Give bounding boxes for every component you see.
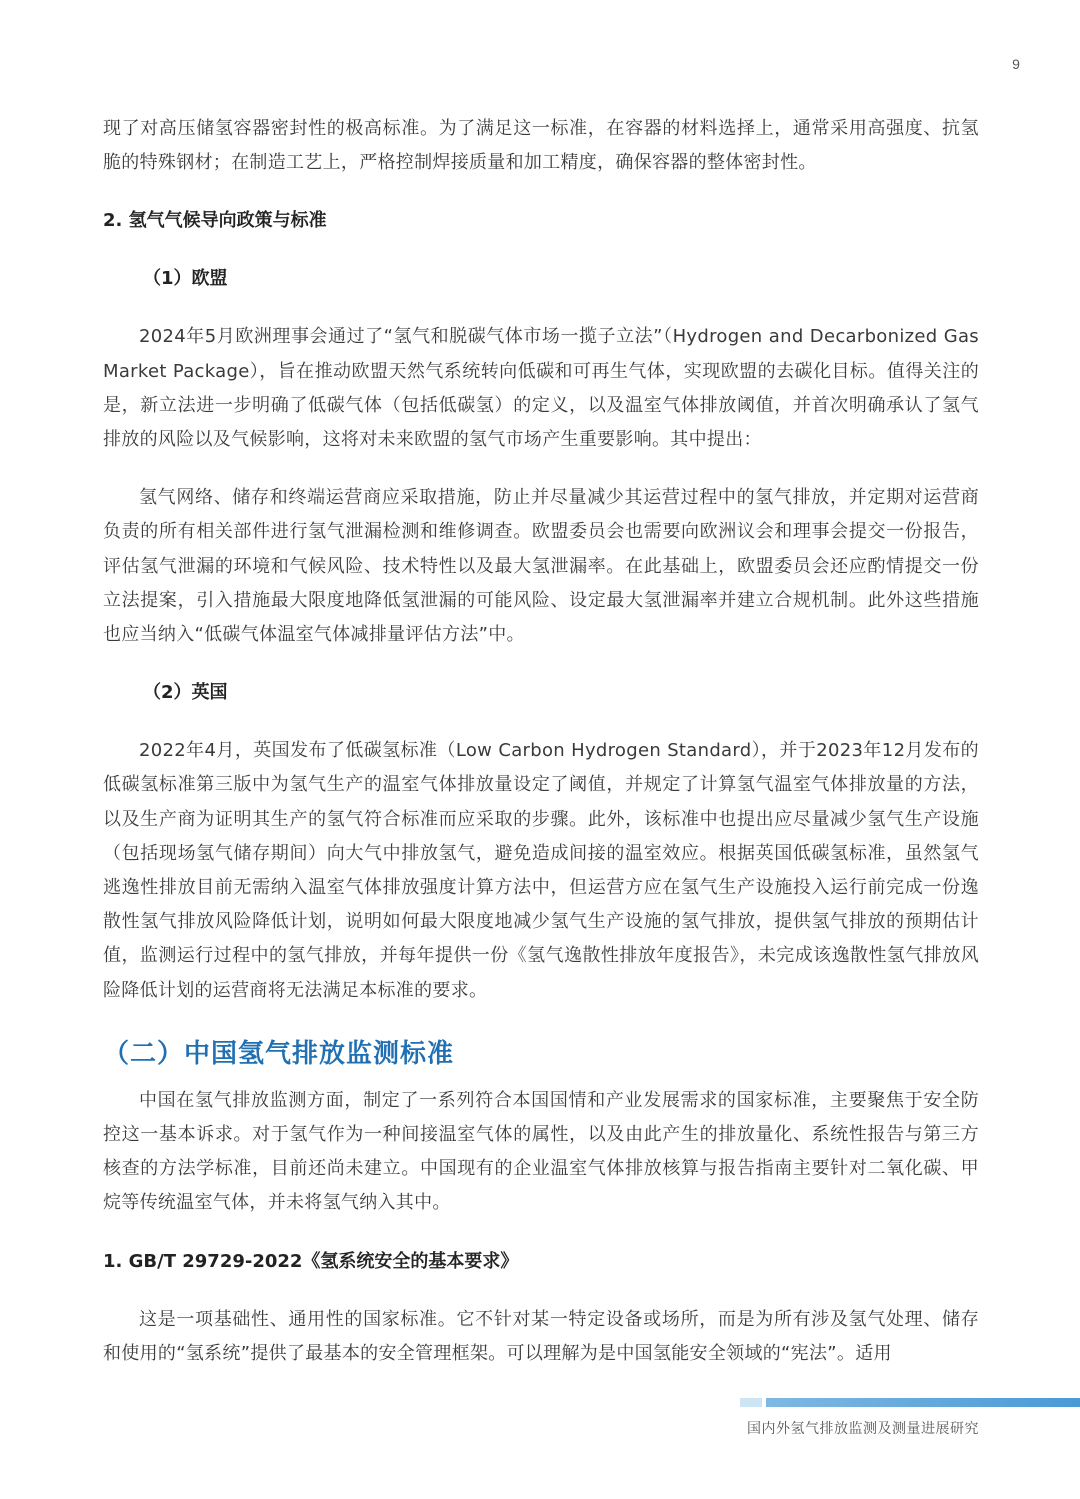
gb-paragraph-1: 这是一项基础性、通用性的国家标准。它不针对某一特定设备或场所，而是为所有涉及氢气处理、储存和使用的“氢系统”提供了最基本的安全管理框架。可以理解为是中国氢能安全领域的“宪法”。适用	[103, 1308, 979, 1364]
intro-paragraph: 现了对高压储氢容器密封性的极高标准。为了满足这一标准，在容器的材料选择上，通常采用高强度、抗氢脆的特殊钢材；在制造工艺上，严格控制焊接质量和加工精度，确保容器的整体密封性。	[103, 118, 979, 174]
china-paragraph-1: 中国在氢气排放监测方面，制定了一系列符合本国国情和产业发展需求的国家标准，主要聚焦于安全防控这一基本诉求。对于氢气作为一种间接温室气体的属性，以及由此产生的排放量化、系统性报告与第三方核查的方法学标准，目前还尚未建立。中国现有的企业温室气体排放核算与报告指南主要针对二氧化碳、甲烷等传统温室气体，并未将氢气纳入其中。	[103, 1089, 979, 1214]
eu-paragraph-2: 氢气网络、储存和终端运营商应采取措施，防止并尽量减少其运营过程中的氢气排放，并定期对运营商负责的所有相关部件进行氢气泄漏检测和维修调查。欧盟委员会也需要向欧洲议会和理事会提交一份报告，评估氢气泄漏的环境和气候风险、技术特性以及最大氢泄漏率。在此基础上，欧盟委员会还应酌情提交一份立法提案，引入措施最大限度地降低氢泄漏的可能风险、设定最大氢泄漏率并建立合规机制。此外这些措施也应当纳入“低碳气体温室气体减排量评估方法”中。	[103, 487, 979, 646]
footer-accent-bar-light	[740, 1398, 762, 1407]
page-number: 9	[1012, 56, 1020, 72]
footer-title: 国内外氢气排放监测及测量进展研究	[747, 1421, 979, 1437]
heading-eu: （1）欧盟	[143, 268, 228, 290]
uk-paragraph-1: 2022年4月，英国发布了低碳氢标准（Low Carbon Hydrogen Standard），并于2023年12月发布的低碳氢标准第三版中为氢气生产的温室气体排放量设定了阈值，并规定了计算氢气温室气体排放量的方法，以及生产商为证明其生产的氢气符合标准而应采取的步骤。此外，该标准中也提出应尽量减少氢气生产设施（包括现场氢气储存期间）向大气中排放氢气，避免造成间接的温室效应。根据英国低碳氢标准，虽然氢气逃逸性排放目前无需纳入温室气体排放强度计算方法中，但运营方应在氢气生产设施投入运行前完成一份逸散性氢气排放风险降低计划，说明如何最大限度地减少氢气生产设施的氢气排放，提供氢气排放的预期估计值，监测运行过程中的氢气排放，并每年提供一份《氢气逸散性排放年度报告》，未完成该逸散性氢气排放风险降低计划的运营商将无法满足本标准的要求。	[103, 740, 979, 1001]
eu-paragraph-1: 2024年5月欧洲理事会通过了“氢气和脱碳气体市场一揽子立法”（Hydrogen and Decarbonized Gas Market Package），旨在推动欧盟天然气系统转向低碳和可再生气体，实现欧盟的去碳化目标。值得关注的是，新立法进一步明确了低碳气体（包括低碳氢）的定义，以及温室气体排放阈值，并首次明确承认了氢气排放的风险以及气候影响，这将对未来欧盟的氢气市场产生重要影响。其中提出：	[103, 326, 979, 451]
document-body	[103, 112, 979, 1371]
heading-climate-policy: 2. 氢气气候导向政策与标准	[103, 210, 327, 232]
heading-uk: （2）英国	[143, 682, 228, 704]
section-heading-china: （二）中国氢气排放监测标准	[103, 1038, 455, 1069]
heading-gb-standard: 1. GB/T 29729-2022《氢系统安全的基本要求》	[103, 1250, 519, 1272]
footer-accent-bar	[766, 1398, 1080, 1407]
